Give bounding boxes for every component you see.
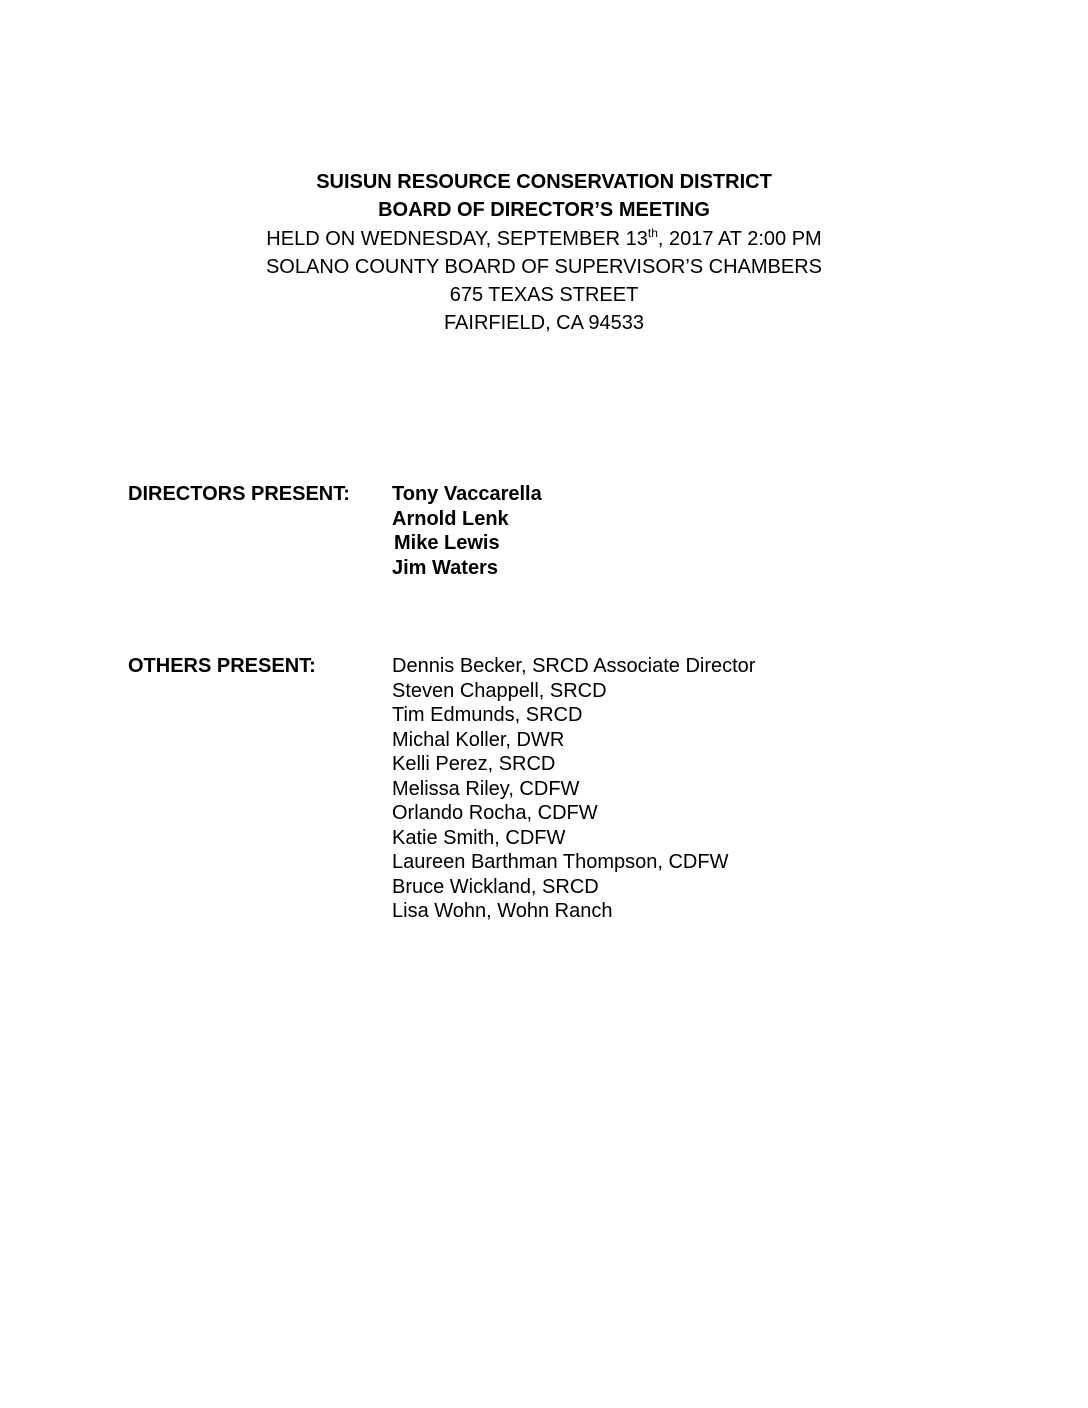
meeting-date-ordinal: th: [647, 226, 658, 240]
director-name: Mike Lewis: [394, 532, 500, 554]
attendee-name: Steven Chappell, SRCD: [392, 679, 607, 702]
director-name: Arnold Lenk: [392, 507, 509, 530]
attendee-name: Bruce Wickland, SRCD: [392, 875, 599, 898]
attendee-name: Tim Edmunds, SRCD: [392, 704, 583, 726]
attendee-name: Dennis Becker, SRCD Associate Director: [392, 655, 756, 677]
meeting-date-line: [0, 225, 1088, 253]
directors-present-list: [392, 482, 542, 580]
meeting-date-suffix: , 2017 AT 2:00 PM: [657, 228, 822, 250]
attendee-name: Melissa Riley, CDFW: [392, 777, 580, 800]
attendee-name: Orlando Rocha, CDFW: [392, 802, 598, 824]
venue-city: FAIRFIELD, CA 94533: [443, 312, 645, 334]
meeting-venue: SOLANO COUNTY BOARD OF SUPERVISOR’S CHAMBERS: [265, 256, 823, 278]
directors-present-label: DIRECTORS PRESENT:: [128, 483, 350, 505]
meeting-date-prefix: HELD ON WEDNESDAY, SEPTEMBER 13: [266, 228, 648, 250]
venue-street: 675 TEXAS STREET: [449, 284, 639, 306]
others-present-label: OTHERS PRESENT:: [128, 655, 316, 677]
attendee-name: Laureen Barthman Thompson, CDFW: [392, 851, 729, 873]
director-name: Jim Waters: [392, 556, 498, 579]
attendee-name: Lisa Wohn, Wohn Ranch: [392, 900, 613, 922]
director-name: Tony Vaccarella: [392, 483, 542, 505]
others-present-list: [392, 654, 755, 924]
attendee-name: Katie Smith, CDFW: [392, 826, 566, 849]
org-name: SUISUN RESOURCE CONSERVATION DISTRICT: [316, 171, 772, 193]
attendee-name: Kelli Perez, SRCD: [392, 753, 556, 775]
meeting-title: BOARD OF DIRECTOR’S MEETING: [378, 199, 710, 221]
attendee-name: Michal Koller, DWR: [392, 728, 565, 751]
